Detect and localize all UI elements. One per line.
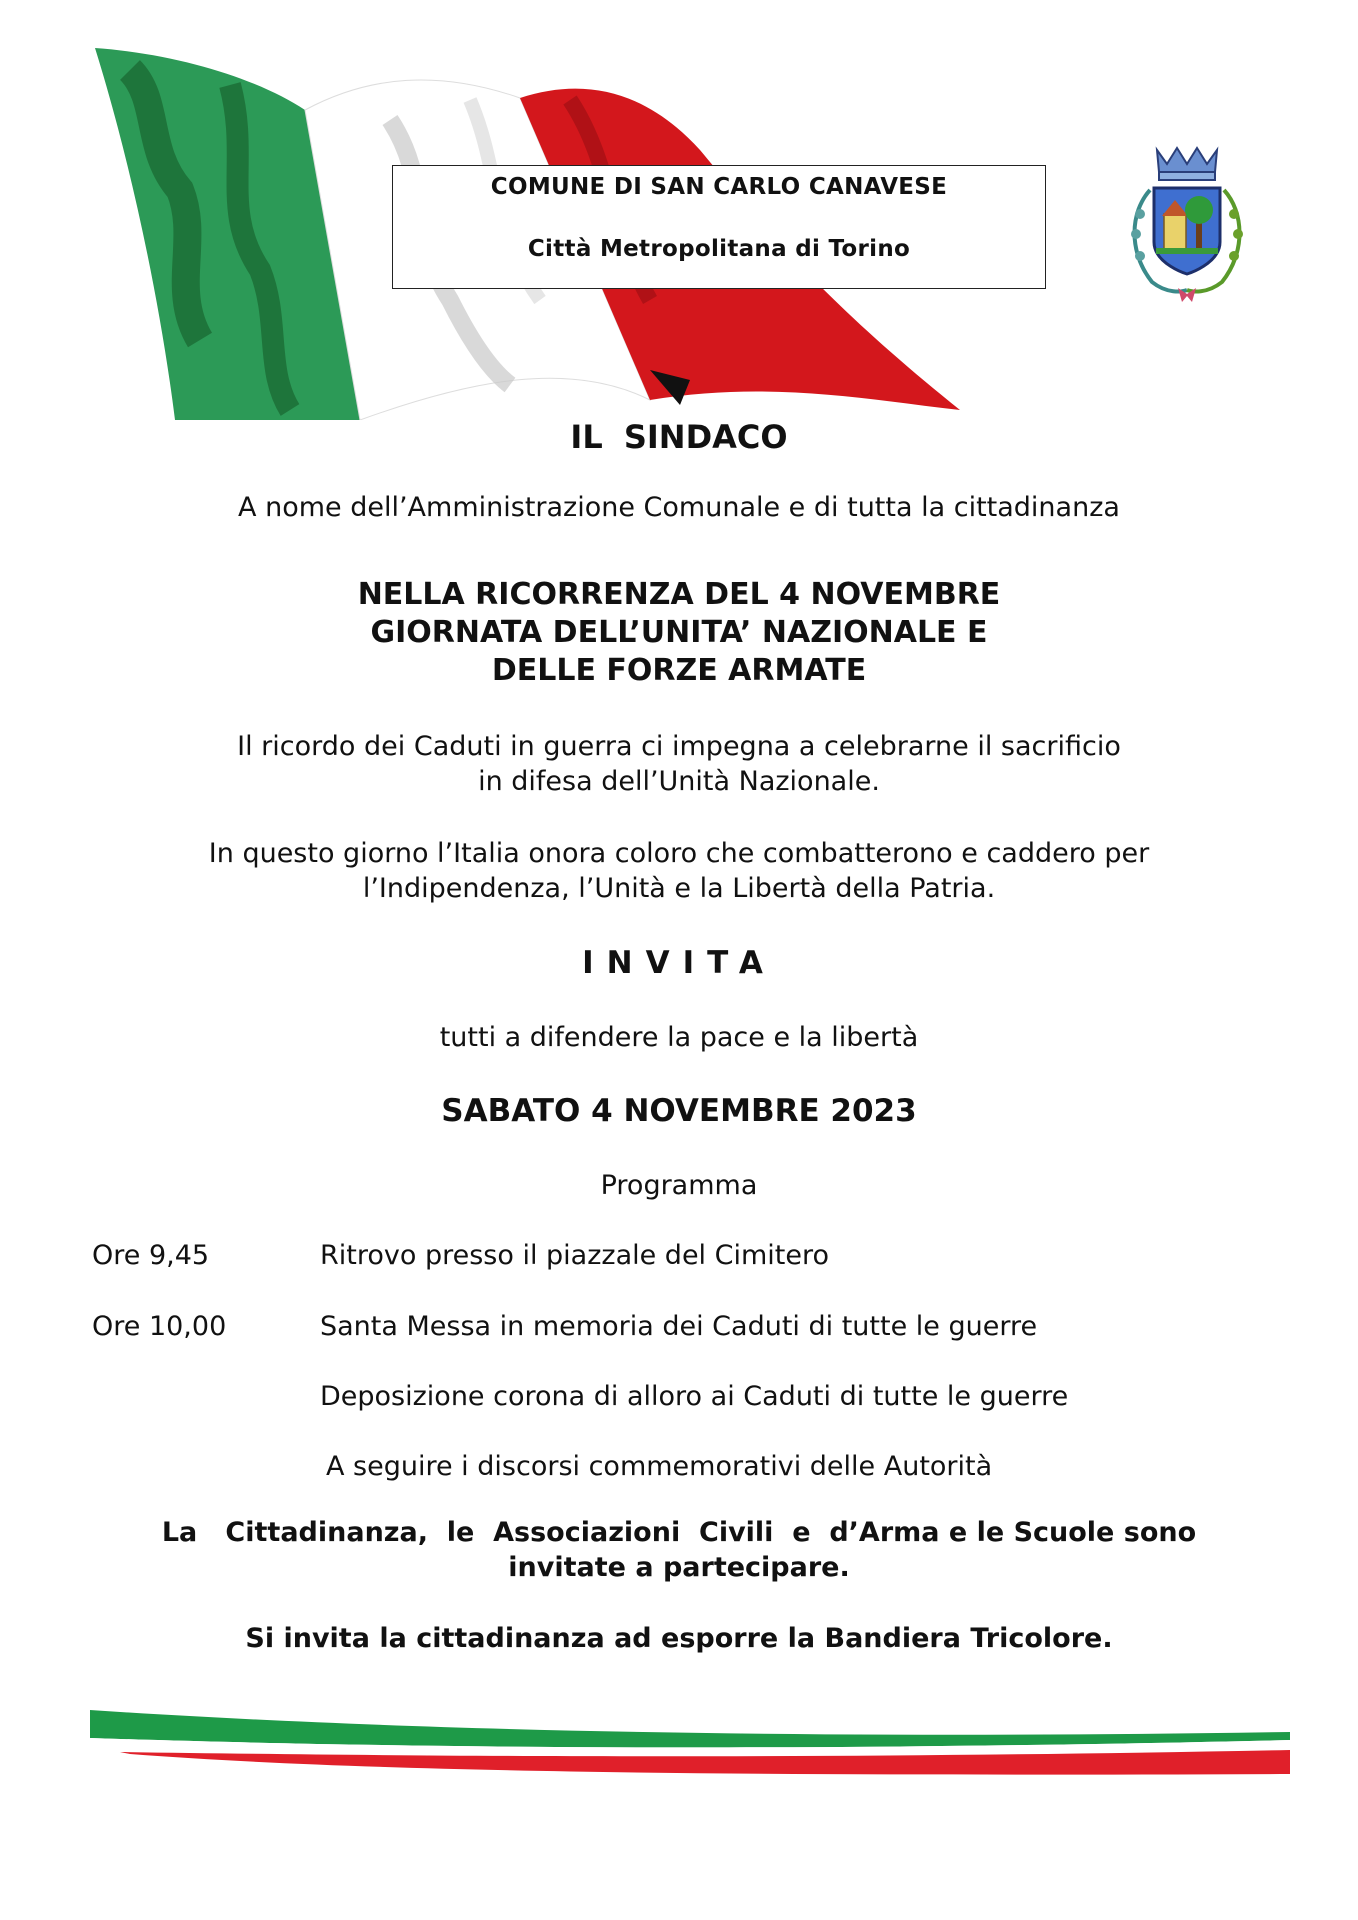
event-date: SABATO 4 NOVEMBRE 2023 bbox=[441, 1093, 917, 1129]
ricorrenza-line: NELLA RICORRENZA DEL 4 NOVEMBRE bbox=[357, 577, 1001, 612]
invita-heading: INVITA bbox=[582, 945, 776, 981]
italia-line: l’Indipendenza, l’Unità e la Libertà della Patria. bbox=[362, 873, 996, 904]
tutti-text: tutti a difendere la pace e la libertà bbox=[439, 1022, 919, 1053]
partecipare-line: La Cittadinanza, le Associazioni Civili e d’Arma e le Scuole sono bbox=[161, 1517, 1197, 1548]
italia-paragraph bbox=[80, 836, 1278, 906]
program-event: A seguire i discorsi commemorativi delle Autorità bbox=[326, 1451, 993, 1482]
municipal-crest-icon bbox=[1112, 142, 1257, 307]
programma-label: Programma bbox=[600, 1170, 758, 1201]
ricorrenza-heading bbox=[80, 576, 1278, 690]
program-event: Santa Messa in memoria dei Caduti di tutte le guerre bbox=[320, 1311, 1038, 1342]
ricordo-paragraph bbox=[80, 729, 1278, 799]
comune-name: COMUNE DI SAN CARLO CANAVESE bbox=[490, 174, 948, 200]
bandiera-text: Si invita la cittadinanza ad esporre la Bandiera Tricolore. bbox=[245, 1623, 1113, 1654]
program-time: Ore 9,45 bbox=[92, 1240, 210, 1271]
program-event: Ritrovo presso il piazzale del Cimitero bbox=[320, 1240, 830, 1271]
program-time: Ore 10,00 bbox=[92, 1311, 227, 1342]
page-title: IL SINDACO bbox=[570, 418, 788, 456]
partecipare-paragraph bbox=[80, 1515, 1278, 1585]
tricolor-ribbon-icon bbox=[90, 1690, 1290, 1800]
ricordo-line: in difesa dell’Unità Nazionale. bbox=[478, 766, 880, 797]
intro-text: A nome dell’Amministrazione Comunale e di tutta la cittadinanza bbox=[238, 492, 1120, 523]
citta-metropolitana: Città Metropolitana di Torino bbox=[527, 236, 911, 262]
header-box bbox=[392, 165, 1046, 289]
italia-line: In questo giorno l’Italia onora coloro che combatterono e caddero per bbox=[208, 838, 1150, 869]
program-event: Deposizione corona di alloro ai Caduti di tutte le guerre bbox=[320, 1381, 1069, 1412]
ricorrenza-line: GIORNATA DELL’UNITA’ NAZIONALE E bbox=[370, 615, 988, 650]
ricorrenza-line: DELLE FORZE ARMATE bbox=[491, 653, 867, 688]
ricordo-line: Il ricordo dei Caduti in guerra ci impegna a celebrarne il sacrificio bbox=[237, 731, 1121, 762]
partecipare-line: invitate a partecipare. bbox=[508, 1552, 850, 1583]
